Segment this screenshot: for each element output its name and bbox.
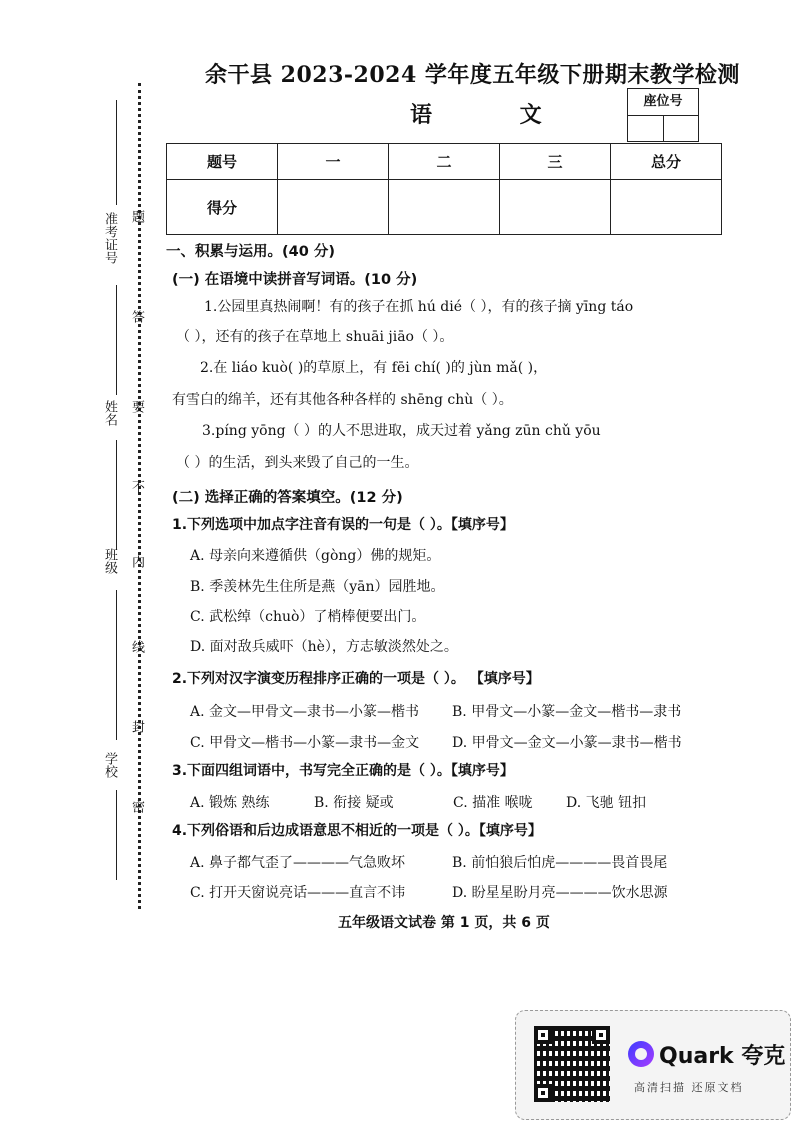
exam-title: 余干县 2023-2024 学年度五年级下册期末教学检测	[205, 62, 740, 88]
question-option: D. 盼星星盼月亮————饮水思源	[452, 885, 668, 901]
binding-warning-char: 答	[129, 310, 144, 323]
quark-slogan: 高清扫描 还原文档	[634, 1081, 744, 1094]
seat-number-cell-left[interactable]	[628, 115, 663, 141]
score-header-cell: 三	[500, 144, 611, 180]
score-cell[interactable]	[278, 180, 389, 235]
score-cell[interactable]	[500, 180, 611, 235]
class-label: 班级	[102, 548, 117, 574]
question-option: D. 甲骨文—金文—小篆—隶书—楷书	[452, 735, 682, 751]
binding-warning-char: 要	[129, 400, 144, 413]
pinyin-line: 3.píng yōng（ ）的人不思进取，成天过着 yǎng zūn chǔ yōu	[202, 423, 601, 439]
question-option: D. 面对敌兵威吓（hè），方志敏淡然处之。	[190, 639, 458, 655]
score-header-cell: 总分	[611, 144, 722, 180]
pinyin-line: 1.公园里真热闹啊！有的孩子在抓 hú dié（ ），有的孩子摘 yīng táo	[204, 299, 634, 315]
pinyin-line: 有雪白的绵羊，还有其他各种各样的 shēng chù（ ）。	[172, 392, 513, 408]
binding-fill-line	[116, 285, 117, 395]
qr-code-icon	[534, 1026, 610, 1102]
question-option: A. 鼻子都气歪了————气急败坏	[190, 855, 406, 871]
part-heading: (二) 选择正确的答案填空。(12 分)	[172, 490, 403, 506]
binding-warning-char: 封	[129, 720, 144, 733]
question-option: B. 甲骨文—小篆—金文—楷书—隶书	[452, 704, 682, 720]
question-option: A. 母亲向来遵循供（gòng）佛的规矩。	[190, 548, 441, 564]
quark-logo-icon	[628, 1041, 654, 1067]
page-footer: 五年级语文试卷 第 1 页，共 6 页	[338, 915, 550, 931]
question-stem: 4.下列俗语和后边成语意思不相近的一项是（ ）。【填序号】	[172, 823, 542, 839]
pinyin-line: （ ）的生活，到头来毁了自己的一生。	[176, 455, 419, 471]
binding-warning-char: 内	[129, 555, 144, 568]
question-stem: 3.下面四组词语中，书写完全正确的是（ ）。【填序号】	[172, 763, 514, 779]
quark-watermark[interactable]	[515, 1010, 791, 1120]
binding-fill-line	[116, 440, 117, 550]
score-header-cell: 二	[389, 144, 500, 180]
score-header-cell: 一	[278, 144, 389, 180]
question-option: C. 打开天窗说亮话———直言不讳	[190, 885, 406, 901]
question-stem: 2.下列对汉字演变历程排序正确的一项是（ ）。 【填序号】	[172, 671, 540, 687]
seat-number-cell-right[interactable]	[663, 115, 699, 141]
school-label: 学校	[102, 752, 117, 778]
name-label: 姓名	[102, 400, 117, 426]
seat-number-label: 座位号	[628, 89, 698, 116]
question-option: B. 季羡林先生住所是燕（yān）园胜地。	[190, 579, 445, 595]
binding-fill-line	[116, 790, 117, 880]
question-option: B. 前怕狼后怕虎————畏首畏尾	[452, 855, 668, 871]
binding-fill-line	[116, 100, 117, 205]
score-table	[166, 143, 722, 235]
question-option: A. 金文—甲骨文—隶书—小篆—楷书	[190, 704, 420, 720]
pinyin-line: 2.在 liáo kuò( )的草原上，有 fēi chí( )的 jùn mǎ( )，	[200, 360, 548, 376]
exam-number-label: 准考证号	[102, 212, 117, 264]
section-heading: 一、积累与运用。(40 分)	[166, 244, 335, 260]
binding-dotted-line	[138, 83, 141, 909]
binding-fill-line	[116, 590, 117, 740]
quark-brand: Quark 夸克	[659, 1044, 786, 1069]
score-header-cell: 题号	[167, 144, 278, 180]
question-option: A. 锻炼 熟练	[190, 795, 270, 811]
binding-warning-char: 不	[129, 480, 144, 493]
subject-title: 语 文	[410, 102, 582, 128]
part-heading: (一) 在语境中读拼音写词语。(10 分)	[172, 272, 418, 288]
question-option: B. 衔接 疑或	[314, 795, 394, 811]
score-cell[interactable]	[611, 180, 722, 235]
binding-warning-char: 密	[129, 800, 144, 813]
question-option: D. 飞驰 钮扣	[566, 795, 647, 811]
score-row-label: 得分	[167, 180, 278, 235]
question-stem: 1.下列选项中加点字注音有误的一句是（ ）。【填序号】	[172, 517, 514, 533]
binding-warning-char: 线	[129, 640, 144, 653]
pinyin-line: （ ），还有的孩子在草地上 shuāi jiāo（ ）。	[176, 329, 454, 345]
seat-number-box	[627, 88, 699, 142]
question-option: C. 描准 喉咙	[453, 795, 533, 811]
binding-warning-char: 题	[129, 210, 144, 223]
score-cell[interactable]	[389, 180, 500, 235]
question-option: C. 武松绰（chuò）了梢棒便要出门。	[190, 609, 426, 625]
question-option: C. 甲骨文—楷书—小篆—隶书—金文	[190, 735, 420, 751]
